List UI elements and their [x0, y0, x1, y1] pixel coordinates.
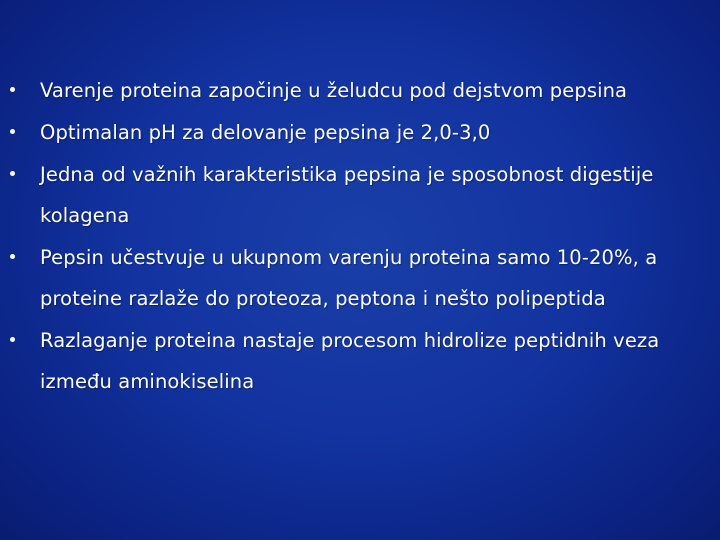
- bullet-dot-icon: [10, 337, 15, 342]
- bullet-dot-icon: [10, 171, 15, 176]
- bullet-item: [0, 320, 720, 402]
- bullet-dot-icon: [10, 254, 15, 259]
- bullet-item: [0, 237, 720, 319]
- bullet-item: [0, 154, 720, 236]
- bullet-list: [0, 70, 720, 403]
- bullet-dot-icon: [10, 129, 15, 134]
- bullet-dot-icon: [10, 87, 15, 92]
- bullet-text: Optimalan pH za delovanje pepsina je 2,0-3,0: [40, 121, 491, 144]
- bullet-text: Varenje proteina započinje u želudcu pod dejstvom pepsina: [40, 79, 628, 102]
- bullet-item: [0, 112, 720, 153]
- bullet-text: Pepsin učestvuje u ukupnom varenju proteina samo 10-20%, a proteine razlaže do proteoza, peptona i nešto polipeptida: [40, 246, 658, 310]
- bullet-text: Razlaganje proteina nastaje procesom hidrolize peptidnih veza između aminokiselina: [40, 329, 660, 393]
- bullet-item: [0, 70, 720, 111]
- bullet-text: Jedna od važnih karakteristika pepsina je sposobnost digestije kolagena: [40, 163, 654, 227]
